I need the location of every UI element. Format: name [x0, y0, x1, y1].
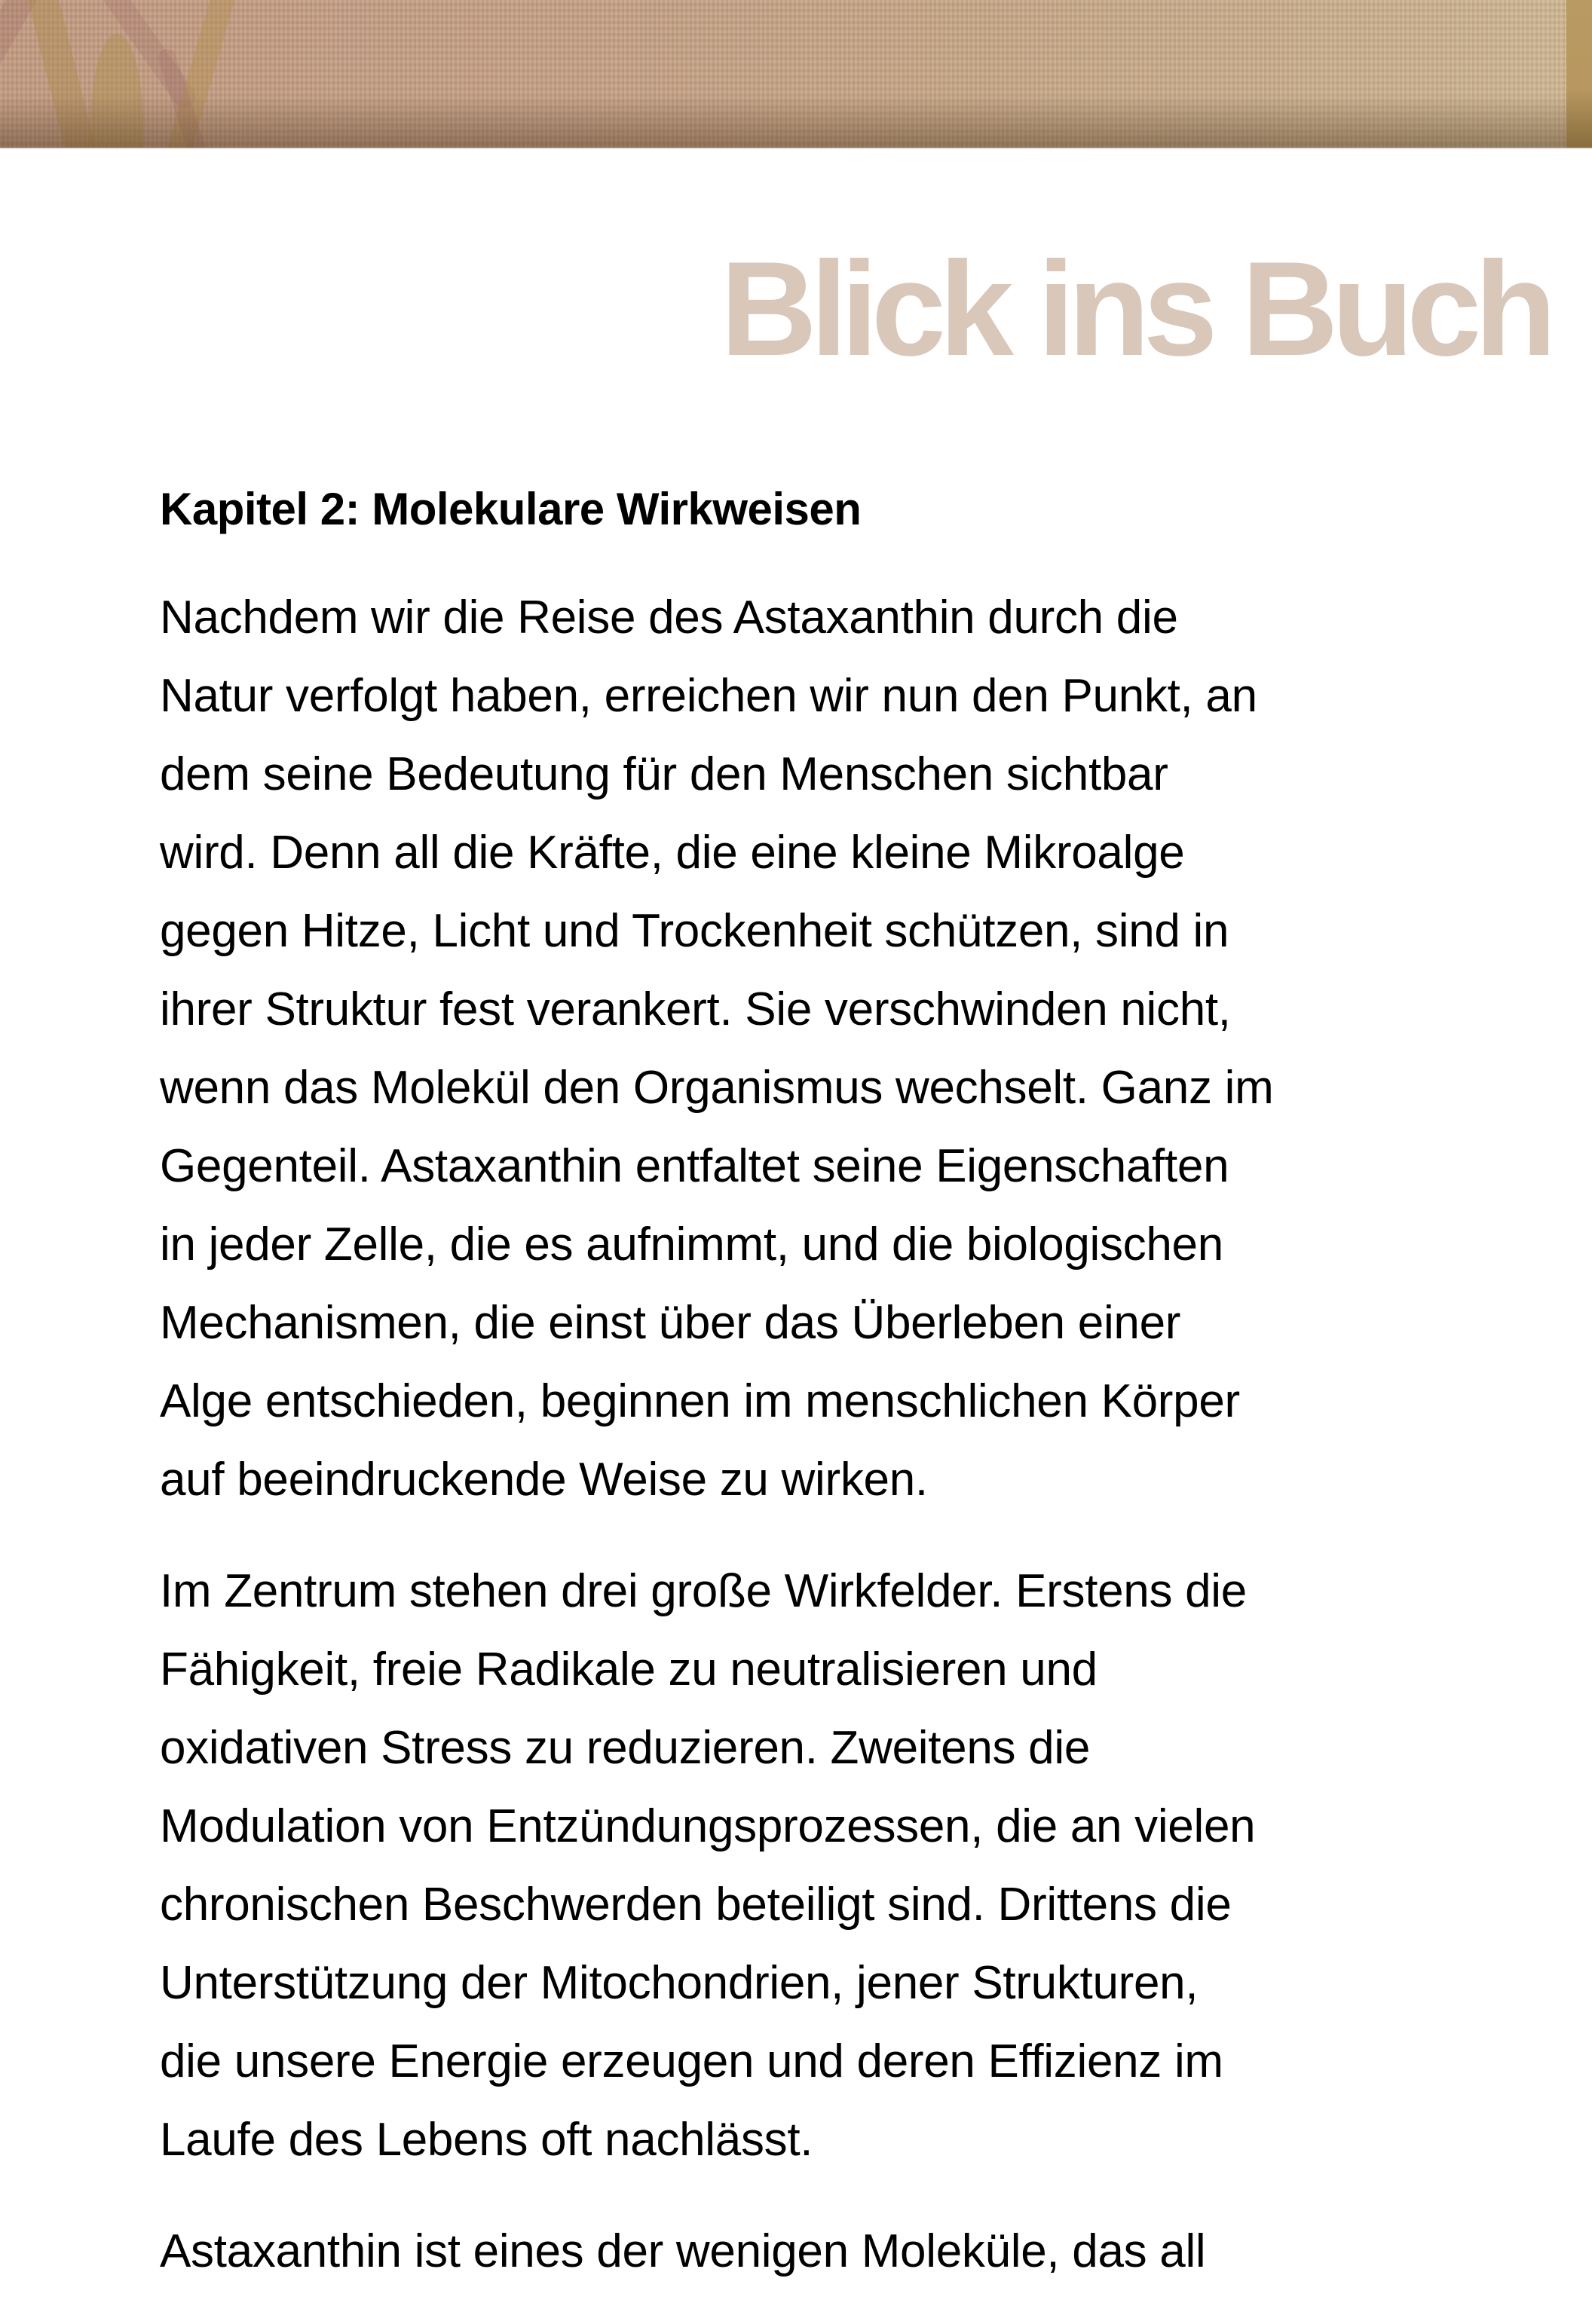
text-line: dem seine Bedeutung für den Menschen sichtbar: [160, 748, 1168, 800]
banner-shadow: [0, 95, 1592, 148]
text-line: Laufe des Lebens oft nachlässt.: [160, 2114, 813, 2166]
banner-edge: [1566, 0, 1592, 148]
text-line: auf beeindruckende Weise zu wirken.: [160, 1454, 928, 1506]
text-line: die unsere Energie erzeugen und deren Effizienz im: [160, 2035, 1223, 2087]
text-line: oxidativen Stress zu reduzieren. Zweitens die: [160, 1722, 1091, 1774]
text-line: Gegenteil. Astaxanthin entfaltet seine Eigenschaften: [160, 1140, 1229, 1192]
text-line: Mechanismen, die einst über das Überleben einer: [160, 1297, 1181, 1349]
text-line: Fähigkeit, freie Radikale zu neutralisieren und: [160, 1644, 1098, 1696]
text-line: Astaxanthin ist eines der wenigen Moleküle, das all: [160, 2225, 1206, 2277]
paragraph-1: [160, 579, 1456, 1519]
book-excerpt: [160, 473, 1456, 2324]
text-line: ihrer Struktur fest verankert. Sie verschwinden nicht,: [160, 983, 1231, 1035]
text-line: in jeder Zelle, die es aufnimmt, und die biologischen: [160, 1219, 1223, 1271]
divider: [0, 148, 1592, 149]
text-line: Im Zentrum stehen drei große Wirkfelder. Erstens die: [160, 1565, 1247, 1617]
header-banner-image: [0, 0, 1592, 148]
text-line: Unterstützung der Mitochondrien, jener Strukturen,: [160, 1957, 1199, 2009]
page-title: Blick ins Buch: [720, 234, 1550, 384]
paragraph-3: [160, 2212, 1456, 2291]
text-line: gegen Hitze, Licht und Trockenheit schützen, sind in: [160, 905, 1229, 957]
chapter-heading: Kapitel 2: Molekulare Wirkweisen: [160, 484, 862, 534]
text-line: wird. Denn all die Kräfte, die eine kleine Mikroalge: [160, 827, 1185, 879]
text-line: chronischen Beschwerden beteiligt sind. Drittens die: [160, 1879, 1232, 1931]
text-line: Alge entschieden, beginnen im menschlichen Körper: [160, 1375, 1240, 1427]
text-line: Nachdem wir die Reise des Astaxanthin durch die: [160, 592, 1178, 644]
text-line: Modulation von Entzündungsprozessen, die an vielen: [160, 1800, 1256, 1852]
text-line: Natur verfolgt haben, erreichen wir nun den Punkt, an: [160, 670, 1257, 722]
paragraph-2: [160, 1552, 1456, 2179]
text-line: wenn das Molekül den Organismus wechselt. Ganz im: [160, 1062, 1274, 1114]
